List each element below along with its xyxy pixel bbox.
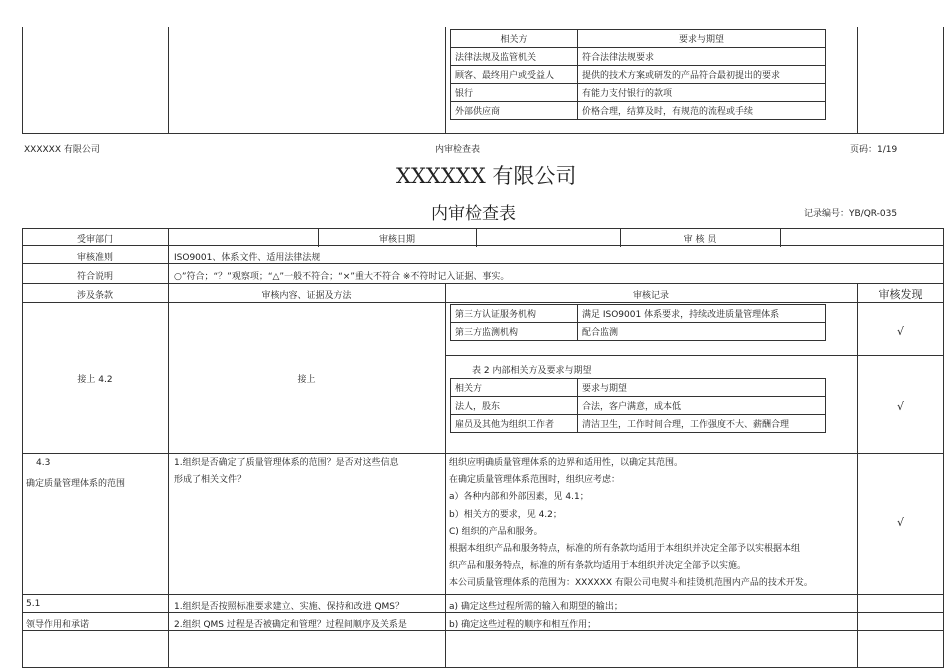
record-line: b）相关方的要求，见 4.2；: [449, 509, 562, 520]
record-number: 记录编号：YB/QR-035: [804, 209, 898, 219]
symbol-legend: ○”符合；“？”观察项；“△”一般不符合；“×”重大不符合 ※不符时记入证据、事实。: [174, 272, 510, 282]
row1-check-1: √: [896, 325, 904, 338]
row2-check: √: [896, 516, 904, 529]
row3-clause-name: 领导作用和承诺: [26, 620, 90, 630]
stakeholder-cell: 有能力支付银行的款项: [578, 84, 826, 102]
stakeholder-cell: 银行: [451, 84, 578, 102]
int-cell: 雇员及其他为组织工作者: [451, 415, 578, 433]
ext-cell: 第三方认证服务机构: [451, 305, 578, 323]
stakeholder-header-expect: 要求与期望: [578, 30, 826, 48]
form-title: 内审检查表: [431, 204, 516, 224]
record-line: 在确定质量管理体系范围时，组织应考虑：: [449, 475, 621, 486]
internal-party-table: [450, 378, 826, 433]
symbol-label: 符合说明: [76, 272, 113, 282]
stakeholder-cell: 法律法规及监管机关: [451, 48, 578, 66]
row3-content-1: 1.组织是否按照标准要求建立、实施、保持和改进 QMS？: [174, 602, 405, 612]
row3-clause-no: 5.1: [26, 599, 41, 609]
stakeholder-table: [450, 29, 826, 120]
ext-cell: 第三方监测机构: [451, 323, 578, 341]
row1-clause: 接上 4.2: [77, 375, 113, 385]
criteria-value: ISO9001、体系文件、适用法律法规: [174, 253, 321, 263]
stakeholder-cell: 符合法律法规要求: [578, 48, 826, 66]
row3-record-2: b) 确定这些过程的顺序和相互作用；: [449, 620, 597, 630]
record-line: 本公司质量管理体系的范围为：XXXXXX 有限公司电熨斗和挂烫机范围内产品的技术开发。: [449, 578, 813, 589]
dept-label: 受审部门: [76, 235, 113, 245]
row3-record-1: a) 确定这些过程所需的输入和期望的输出；: [449, 602, 623, 612]
record-line: a）各种内部和外部因素，见 4.1；: [449, 492, 589, 503]
header-doc-name: 内审检查表: [435, 145, 481, 155]
dept-value[interactable]: [170, 230, 316, 244]
stakeholder-cell: 顾客、最终用户或受益人: [451, 66, 578, 84]
header-page-number: 页码：1/19: [850, 145, 898, 155]
auditor-label: 审 核 员: [683, 235, 717, 245]
stakeholder-cell: 价格合理，结算及时，有规范的流程或手续: [578, 102, 826, 120]
row1-check-2: √: [896, 400, 904, 413]
record-line: 组织应明确质量管理体系的边界和适用性，以确定其范围。: [449, 458, 684, 468]
stakeholder-cell: 提供的技术方案或研发的产品符合最初提出的要求: [578, 66, 826, 84]
date-label: 审核日期: [378, 235, 415, 245]
col-clause: 涉及条款: [76, 291, 113, 301]
int-header-party: 相关方: [451, 379, 578, 397]
row2-clause-no: 4.3: [36, 458, 51, 468]
header-company: XXXXXX 有限公司: [24, 145, 100, 155]
row3-content-2: 2.组织 QMS 过程是否被确定和管理？过程间顺序及关系是: [174, 620, 407, 630]
content-line: 形成了相关文件？: [174, 475, 247, 486]
row2-content: [174, 455, 399, 489]
stakeholder-cell: 外部供应商: [451, 102, 578, 120]
row2-clause-name: 确定质量管理体系的范围: [26, 479, 126, 489]
ext-cell: 满足 ISO9001 体系要求，持续改进质量管理体系: [578, 305, 826, 323]
col-record: 审核记录: [632, 291, 669, 301]
stakeholder-header-party: 相关方: [451, 30, 578, 48]
int-cell: 清洁卫生，工作时间合理，工作强度不大、薪酬合理: [578, 415, 826, 433]
content-line: 1.组织是否确定了质量管理体系的范围？是否对这些信息: [174, 458, 399, 468]
col-finding: 审核发现: [878, 288, 923, 301]
record-line: 织产品和服务特点，标准的所有条款均适用于本组织并决定全部予以实施。: [449, 561, 747, 572]
page-title: XXXXXX 有限公司: [396, 164, 577, 188]
table2-title: 表 2 内部相关方及要求与期望: [472, 366, 592, 376]
record-line: 根据本组织产品和服务特点，标准的所有条款均适用于本组织并决定全部予以实根据本组: [449, 544, 801, 555]
auditor-value[interactable]: [782, 230, 942, 244]
row2-record: [449, 455, 813, 593]
external-party-table: [450, 304, 826, 341]
criteria-label: 审核准则: [76, 253, 113, 263]
col-content: 审核内容、证据及方法: [261, 291, 352, 301]
record-line: C) 组织的产品和服务。: [449, 526, 543, 537]
date-value[interactable]: [478, 230, 618, 244]
row1-content: 接上: [297, 375, 316, 385]
int-cell: 合法，客户满意，成本低: [578, 397, 826, 415]
ext-cell: 配合监测: [578, 323, 826, 341]
int-cell: 法人，股东: [451, 397, 578, 415]
int-header-expect: 要求与期望: [578, 379, 826, 397]
